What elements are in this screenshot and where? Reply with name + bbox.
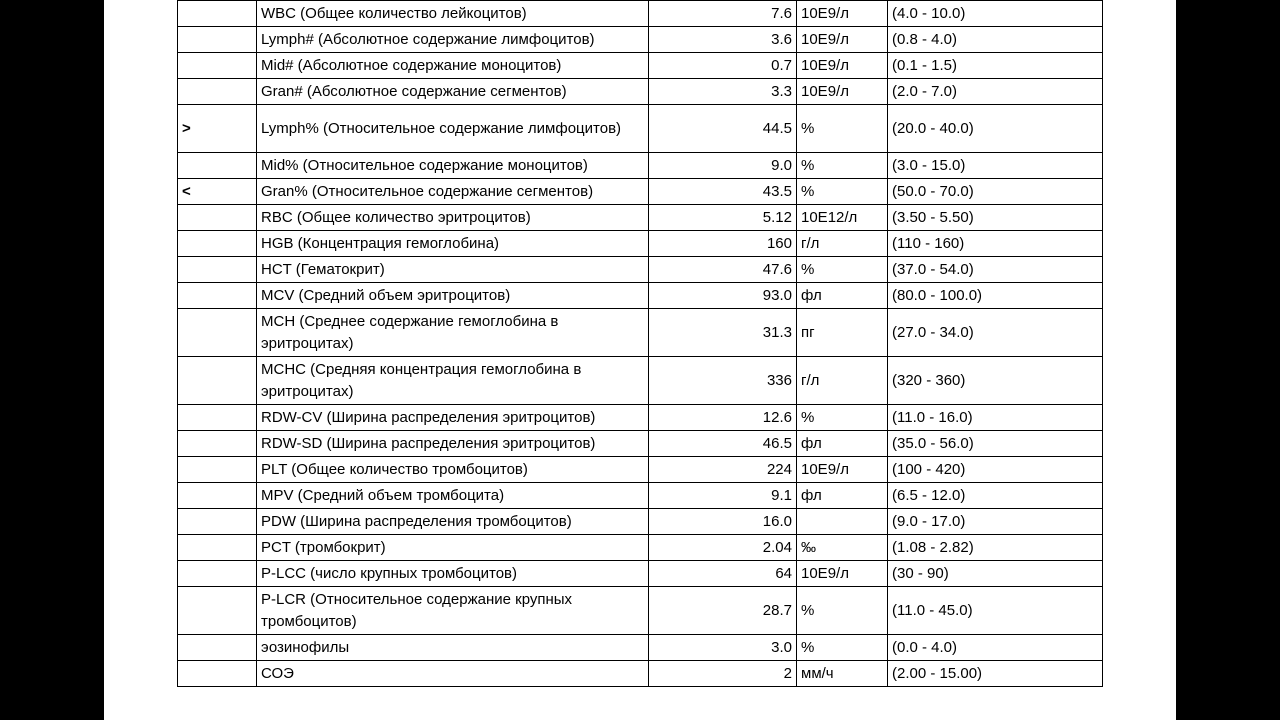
result-value-cell: 93.0 [649, 283, 797, 309]
result-value-cell: 12.6 [649, 405, 797, 431]
reference-range-cell: (11.0 - 45.0) [888, 587, 1103, 635]
reference-range-cell: (80.0 - 100.0) [888, 283, 1103, 309]
unit-cell: фл [797, 283, 888, 309]
test-name-cell: эозинофилы [257, 635, 649, 661]
reference-range-cell: (100 - 420) [888, 457, 1103, 483]
table-row [178, 587, 1103, 635]
flag-cell [178, 1, 257, 27]
table-row [178, 205, 1103, 231]
unit-cell: 10E9/л [797, 27, 888, 53]
test-name-cell: P-LCR (Относительное содержание крупных тромбоцитов) [257, 587, 649, 635]
reference-range-cell: (2.0 - 7.0) [888, 79, 1103, 105]
table-row [178, 431, 1103, 457]
reference-range-cell: (27.0 - 34.0) [888, 309, 1103, 357]
flag-cell [178, 483, 257, 509]
test-name-cell: Mid% (Относительное содержание моноцитов) [257, 153, 649, 179]
unit-cell: 10E9/л [797, 1, 888, 27]
result-value-cell: 3.6 [649, 27, 797, 53]
unit-cell: пг [797, 309, 888, 357]
result-value-cell: 2 [649, 661, 797, 687]
result-value-cell: 9.0 [649, 153, 797, 179]
table-row [178, 309, 1103, 357]
flag-cell [178, 79, 257, 105]
result-value-cell: 2.04 [649, 535, 797, 561]
reference-range-cell: (0.0 - 4.0) [888, 635, 1103, 661]
reference-range-cell: (0.8 - 4.0) [888, 27, 1103, 53]
unit-cell [797, 509, 888, 535]
flag-cell [178, 457, 257, 483]
reference-range-cell: (0.1 - 1.5) [888, 53, 1103, 79]
test-name-cell: PDW (Ширина распределения тромбоцитов) [257, 509, 649, 535]
reference-range-cell: (20.0 - 40.0) [888, 105, 1103, 153]
table-row [178, 53, 1103, 79]
reference-range-cell: (320 - 360) [888, 357, 1103, 405]
reference-range-cell: (3.50 - 5.50) [888, 205, 1103, 231]
test-name-cell: Gran# (Абсолютное содержание сегментов) [257, 79, 649, 105]
table-row [178, 283, 1103, 309]
result-value-cell: 3.3 [649, 79, 797, 105]
flag-cell [178, 27, 257, 53]
table-row [178, 661, 1103, 687]
reference-range-cell: (9.0 - 17.0) [888, 509, 1103, 535]
result-value-cell: 31.3 [649, 309, 797, 357]
result-value-cell: 0.7 [649, 53, 797, 79]
test-name-cell: MCH (Среднее содержание гемоглобина в эритроцитах) [257, 309, 649, 357]
flag-cell [178, 405, 257, 431]
result-value-cell: 160 [649, 231, 797, 257]
unit-cell: фл [797, 431, 888, 457]
unit-cell: 10E9/л [797, 457, 888, 483]
table-row [178, 509, 1103, 535]
table-row [178, 231, 1103, 257]
flag-cell [178, 53, 257, 79]
reference-range-cell: (50.0 - 70.0) [888, 179, 1103, 205]
table-row [178, 179, 1103, 205]
test-name-cell: WBC (Общее количество лейкоцитов) [257, 1, 649, 27]
unit-cell: ‰ [797, 535, 888, 561]
result-value-cell: 5.12 [649, 205, 797, 231]
flag-cell: < [178, 179, 257, 205]
table-row [178, 27, 1103, 53]
flag-cell [178, 661, 257, 687]
result-value-cell: 28.7 [649, 587, 797, 635]
reference-range-cell: (6.5 - 12.0) [888, 483, 1103, 509]
table-row [178, 79, 1103, 105]
unit-cell: г/л [797, 231, 888, 257]
unit-cell: фл [797, 483, 888, 509]
test-name-cell: Lymph% (Относительное содержание лимфоцитов) [257, 105, 649, 153]
test-name-cell: Lymph# (Абсолютное содержание лимфоцитов) [257, 27, 649, 53]
reference-range-cell: (37.0 - 54.0) [888, 257, 1103, 283]
test-name-cell: MCHC (Средняя концентрация гемоглобина в эритроцитах) [257, 357, 649, 405]
test-name-cell: Mid# (Абсолютное содержание моноцитов) [257, 53, 649, 79]
lab-results-table [177, 0, 1103, 687]
reference-range-cell: (2.00 - 15.00) [888, 661, 1103, 687]
table-row [178, 257, 1103, 283]
reference-range-cell: (4.0 - 10.0) [888, 1, 1103, 27]
flag-cell [178, 535, 257, 561]
table-row [178, 357, 1103, 405]
reference-range-cell: (35.0 - 56.0) [888, 431, 1103, 457]
flag-cell [178, 635, 257, 661]
table-row [178, 1, 1103, 27]
result-value-cell: 336 [649, 357, 797, 405]
flag-cell [178, 231, 257, 257]
result-value-cell: 43.5 [649, 179, 797, 205]
result-value-cell: 224 [649, 457, 797, 483]
table-row [178, 483, 1103, 509]
result-value-cell: 3.0 [649, 635, 797, 661]
test-name-cell: HGB (Концентрация гемоглобина) [257, 231, 649, 257]
flag-cell [178, 205, 257, 231]
result-value-cell: 47.6 [649, 257, 797, 283]
result-value-cell: 7.6 [649, 1, 797, 27]
unit-cell: г/л [797, 357, 888, 405]
unit-cell: 10E12/л [797, 205, 888, 231]
flag-cell [178, 587, 257, 635]
unit-cell: % [797, 179, 888, 205]
table-row [178, 153, 1103, 179]
reference-range-cell: (11.0 - 16.0) [888, 405, 1103, 431]
test-name-cell: P-LCC (число крупных тромбоцитов) [257, 561, 649, 587]
test-name-cell: Gran% (Относительное содержание сегментов) [257, 179, 649, 205]
unit-cell: 10E9/л [797, 561, 888, 587]
test-name-cell: PLT (Общее количество тромбоцитов) [257, 457, 649, 483]
table-row [178, 105, 1103, 153]
flag-cell: > [178, 105, 257, 153]
test-name-cell: MCV (Средний объем эритроцитов) [257, 283, 649, 309]
table-row [178, 635, 1103, 661]
test-name-cell: СОЭ [257, 661, 649, 687]
unit-cell: % [797, 105, 888, 153]
result-value-cell: 44.5 [649, 105, 797, 153]
table-row [178, 457, 1103, 483]
test-name-cell: RDW-CV (Ширина распределения эритроцитов) [257, 405, 649, 431]
reference-range-cell: (110 - 160) [888, 231, 1103, 257]
flag-cell [178, 153, 257, 179]
unit-cell: % [797, 635, 888, 661]
test-name-cell: PCT (тромбокрит) [257, 535, 649, 561]
reference-range-cell: (3.0 - 15.0) [888, 153, 1103, 179]
document-page [104, 0, 1176, 720]
flag-cell [178, 431, 257, 457]
test-name-cell: MPV (Средний объем тромбоцита) [257, 483, 649, 509]
unit-cell: 10E9/л [797, 79, 888, 105]
test-name-cell: HCT (Гематокрит) [257, 257, 649, 283]
table-row [178, 561, 1103, 587]
flag-cell [178, 257, 257, 283]
flag-cell [178, 309, 257, 357]
test-name-cell: RDW-SD (Ширина распределения эритроцитов) [257, 431, 649, 457]
result-value-cell: 9.1 [649, 483, 797, 509]
lab-results-body [178, 1, 1103, 687]
table-row [178, 535, 1103, 561]
flag-cell [178, 357, 257, 405]
unit-cell: мм/ч [797, 661, 888, 687]
result-value-cell: 46.5 [649, 431, 797, 457]
flag-cell [178, 561, 257, 587]
result-value-cell: 16.0 [649, 509, 797, 535]
unit-cell: % [797, 405, 888, 431]
flag-cell [178, 283, 257, 309]
unit-cell: % [797, 257, 888, 283]
unit-cell: % [797, 153, 888, 179]
flag-cell [178, 509, 257, 535]
test-name-cell: RBC (Общее количество эритроцитов) [257, 205, 649, 231]
reference-range-cell: (1.08 - 2.82) [888, 535, 1103, 561]
unit-cell: 10E9/л [797, 53, 888, 79]
reference-range-cell: (30 - 90) [888, 561, 1103, 587]
table-row [178, 405, 1103, 431]
result-value-cell: 64 [649, 561, 797, 587]
unit-cell: % [797, 587, 888, 635]
